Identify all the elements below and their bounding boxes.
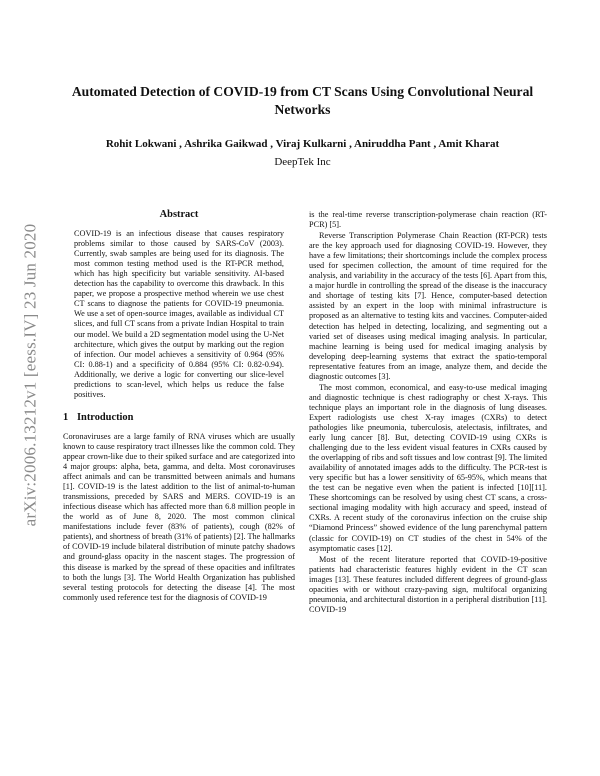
body-paragraph: Most of the recent literature reported that COVID-19-positive patients had characteristic features highly evident in the CT scan images [13]. These features included different degrees of ground-glass opacities with or without crazy-paving sign, multifocal organizing pneumonia, and architectural distortion in a peripheral distribution [11]. COVID-19 [309, 554, 547, 614]
abstract-text: COVID-19 is an infectious disease that causes respiratory problems similar to those caused by SARS-CoV (2003). Currently, swab samples are being used for its diagnosis. The most common testing method used is the RT-PCR method, which has high specificity but variable sensitivity. AI-based detection has the capability to overcome this drawback. In this paper, we propose a prospective method wherein we use chest CT scans to diagnose the patients for COVID-19 pneumonia. We use a set of open-source images, available as individual CT slices, and full CT scans from a private Indian Hospital to train our model. We build a 2D segmentation model using the U-Net architecture, which gives the output by marking out the region of infection. Our model achieves a sensitivity of 0.964 (95% CI: 0.88-1) and a specificity of 0.884 (95% CI: 0.82-0.94). Additionally, we derive a logic for converting our slice-level predictions to scan-level, which helps us reduce the false positives. [74, 229, 284, 399]
arxiv-identifier-stamp [20, 130, 40, 620]
section-number: 1 [63, 411, 69, 423]
right-column [309, 210, 547, 616]
arxiv-identifier-text: arXiv:2006.13212v1 [eess.IV] 23 Jun 2020 [20, 223, 40, 527]
body-paragraph: is the real-time reverse transcription-polymerase chain reaction (RT-PCR) [5]. [309, 210, 547, 230]
body-paragraph: The most common, economical, and easy-to-use medical imaging and diagnostic technique is chest radiography or chest X-rays. This technique plays an important role in the diagnosis of lung diseases. Expert radiologists use chest X-ray images (CXRs) to detect pathologies like pneumonia, tuberculosis, atelectasis, infiltrates, and early lung cancer [8]. But, detecting COVID-19 using CXRs is challenging due to the less evident visual features in CXRs caused by the overlapping of ribs and soft tissues and low contrast [9]. The limited availability of annotated images adds to the difficulty. The PCR-test is very specific but has a lower sensitivity of 65-95%, which means that the test can be negative even when the patient is infected [10][11]. These shortcomings can be resolved by using chest CT scans, a cross-sectional imaging modality with high accuracy and speed, instead of CXRs. A recent study of the coronavirus infection on the cruise ship “Diamond Princess” showed evidence of the lung parenchymal pattern (classic for COVID-19) on CT studies of the chest in 54% of the asymptomatic cases [12]. [309, 382, 547, 553]
affiliation: DeepTek Inc [274, 156, 331, 168]
body-paragraph: Reverse Transcription Polymerase Chain Reaction (RT-PCR) tests are the key approach used for diagnosing COVID-19. However, they have a few limitations; their shortcomings include the complex process used for specimen collection, the amount of time required for the analysis, and variability in the accuracy of the tests [6]. Apart from this, a major hurdle in controlling the spread of the disease is the inaccuracy and shortage of testing kits [7]. Hence, computer-based detection assisted by an expert in the loop with minimal infrastructure is proposed as an alternative to testing kits and vaccines. Computer-aided detection has helped in detecting, localizing, and segmenting out a varied set of diseases using medical imaging analysis. In particular, machine learning is being used for medical imaging analysis by developing deep-learning systems that extract the spatio-temporal representative features from an image, analyze them, and decide the diagnostic outcomes [3]. [309, 231, 547, 381]
introduction-heading [63, 413, 295, 423]
body-paragraph: Coronaviruses are a large family of RNA viruses which are usually known to cause respiratory tract illnesses like the common cold. They appear crown-like due to their spiked surface and are categorized into 4 major groups: alpha, beta, gamma, and delta. Most coronaviruses affect animals and can be transmitted between animals and humans [1]. COVID-19 is the latest addition to the list of animal-to-human transmissions, preceded by SARS and MERS. COVID-19 is an infectious disease which has affected more than 6.8 million people in the world as of June 8, 2020. The most common clinical manifestations include fever (83% of patients), cough (82% of patients), and shortness of breath (31% of patients) [2]. The hallmarks of COVID-19 include bilateral distribution of minute patchy shadows and ground-glass opacity in the nascent stages. The progression of this disease is marked by the spread of these opacities and infiltrates to both the lungs [3]. The World Health Organization has published several testing protocols for detecting the disease [4]. The most commonly used reference test for the diagnosis of COVID-19 [63, 431, 295, 602]
abstract-heading: Abstract [159, 209, 199, 220]
author-list: Rohit Lokwani , Ashrika Gaikwad , Viraj Kulkarni , Aniruddha Pant , Amit Kharat [105, 138, 500, 150]
paper-title: Automated Detection of COVID-19 from CT Scans Using Convolutional Neural Networks [71, 84, 534, 117]
section-title: Introduction [77, 411, 134, 423]
left-column [63, 210, 295, 603]
